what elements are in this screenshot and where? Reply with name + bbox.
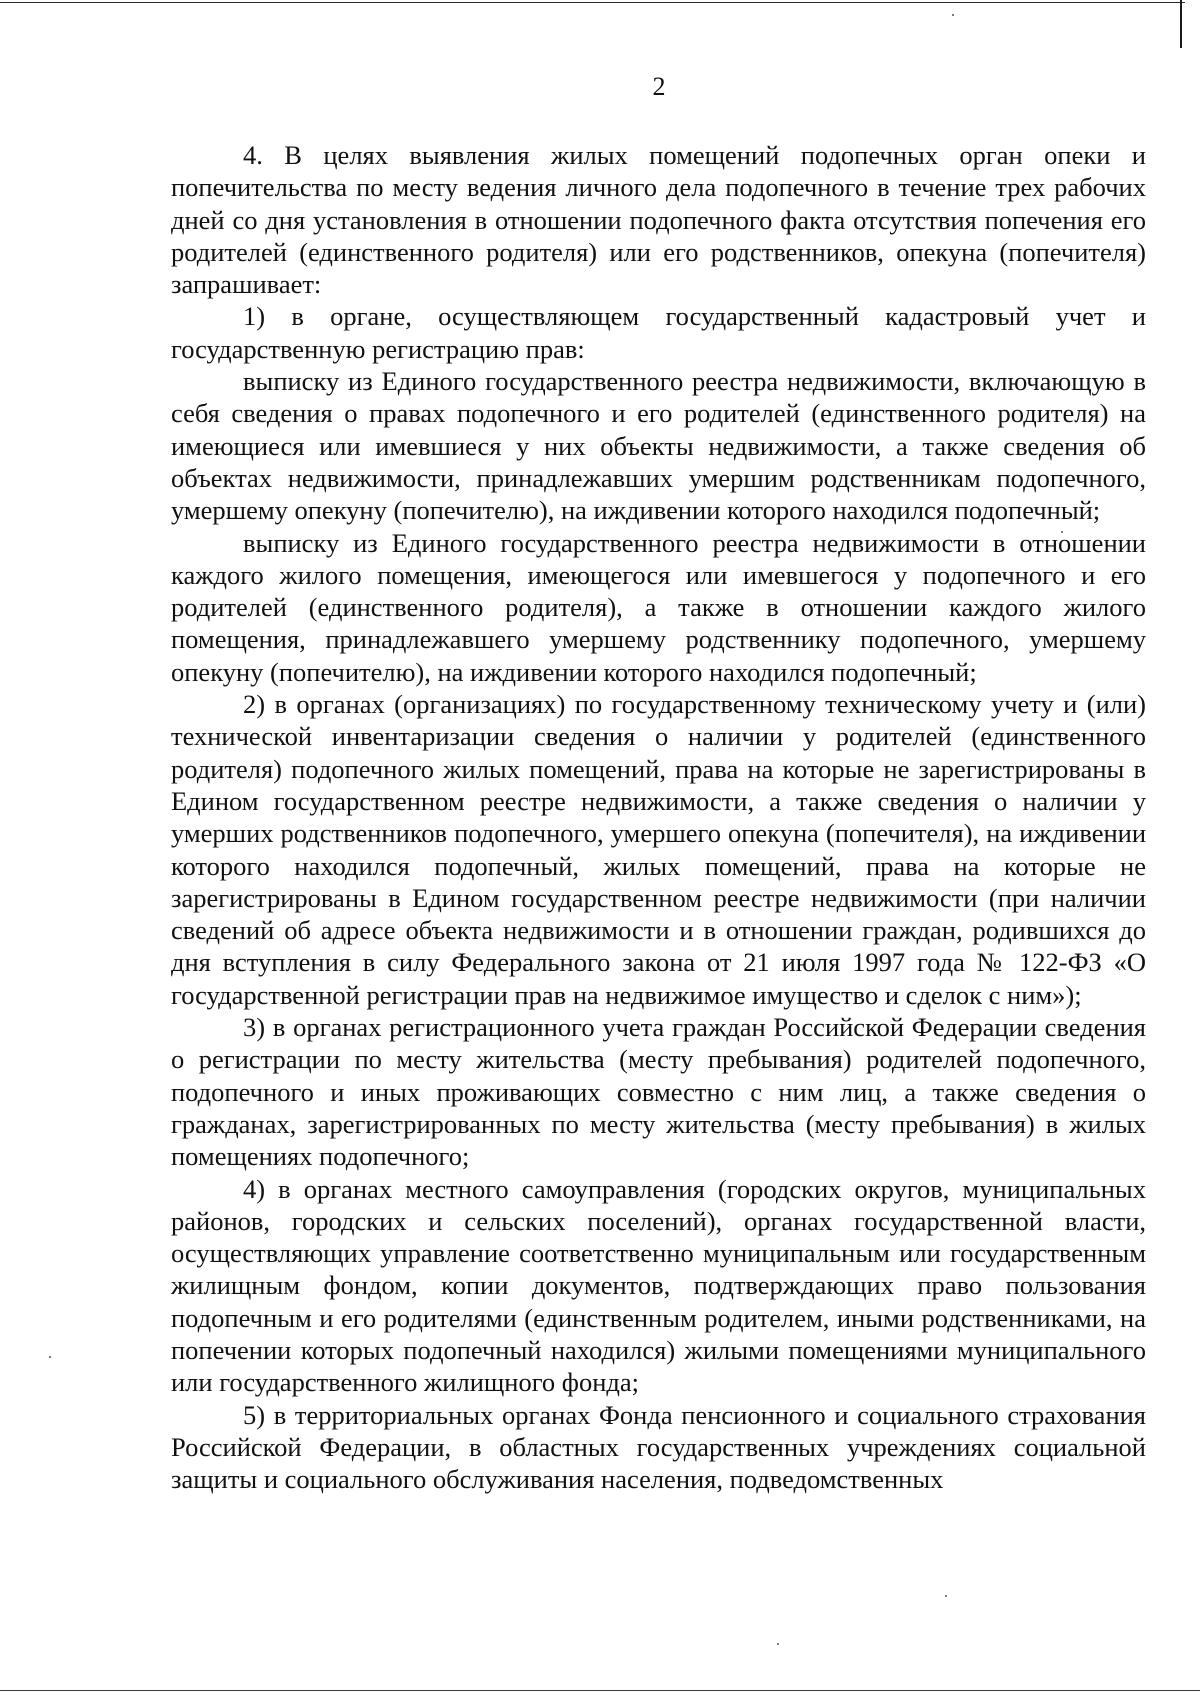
paragraph-subitem-2: 2) в органах (организациях) по государственному техническому учету и (или) технической инвентаризации сведения о наличии у родителей (единственного родителя) подопечного жилых помещений, права на которые не зарегистрированы в Едином государственном реестре недвижимости, а также сведения о наличии у умерших родственников подопечного, умершего опекуна (попечителя), на иждивении которого находился подопечный, жилых помещений, права на которые не зарегистрированы в Едином государственном реестре недвижимости (при наличии сведений об адресе объекта недвижимости и в отношении граждан, родившихся до дня вступления в силу Федерального закона от 21 июля 1997 года № 122-ФЗ «О государственной регистрации прав на недвижимое имущество и сделок с ним»);	[171, 689, 1146, 1010]
paragraph-subitem-3: 3) в органах регистрационного учета граждан Российской Федерации сведения о регистрации по месту жительства (месту пребывания) родителей подопечного, подопечного и иных проживающих совместно с ним лиц, а также сведения о гражданах, зарегистрированных по месту жительства (месту пребывания) в жилых помещениях подопечного;	[171, 1012, 1146, 1172]
document-body	[171, 139, 1146, 1495]
scan-edge-top	[0, 2, 1185, 3]
page-number: 2	[652, 72, 666, 101]
paragraph-subitem-1: 1) в органе, осуществляющем государственный кадастровый учет и государственную регистрацию прав:	[171, 301, 1146, 364]
scan-edge-bottom	[0, 1690, 1200, 1691]
scan-edge-right	[1180, 0, 1182, 48]
scan-speck	[945, 1595, 947, 1597]
scan-speck	[49, 1356, 51, 1358]
scan-speck	[777, 1643, 779, 1645]
paragraph-subitem-5: 5) в территориальных органах Фонда пенсионного и социального страхования Российской Федерации, в областных государственных учреждениях социальной защиты и социального обслуживания населения, подведомственных	[171, 1399, 1146, 1495]
paragraph-item-4: 4. В целях выявления жилых помещений подопечных орган опеки и попечительства по месту ведения личного дела подопечного в течение трех рабочих дней со дня установления в отношении подопечного факта отсутствия попечения его родителей (единственного родителя) или его родственников, опекуна (попечителя) запрашивает:	[171, 140, 1146, 300]
paragraph-subitem-4: 4) в органах местного самоуправления (городских округов, муниципальных районов, городских и сельских поселений), органах государственной власти, осуществляющих управление соответственно муниципальным или государственным жилищным фондом, копии документов, подтверждающих право пользования подопечным и его родителями (единственным родителем, иными родственниками, на попечении которых подопечный находился) жилыми помещениями муниципального или государственного жилищного фонда;	[171, 1173, 1146, 1398]
paragraph-extract-dwellings: выписку из Единого государственного реестра недвижимости в отношении каждого жилого помещения, имеющегося или имевшегося у подопечного и его родителей (единственного родителя), а также в отношении каждого жилого помещения, принадлежавшего умершему родственнику подопечного, умершему опекуну (попечителю), на иждивении которого находился подопечный;	[171, 527, 1146, 687]
scan-speck	[952, 14, 954, 16]
paragraph-extract-rights: выписку из Единого государственного реестра недвижимости, включающую в себя сведения о правах подопечного и его родителей (единственного родителя) на имеющиеся или имевшиеся у них объекты недвижимости, а также сведения об объектах недвижимости, принадлежавших умершим родственникам подопечного, умершему опекуну (попечителю), на иждивении которого находился подопечный;	[171, 366, 1146, 526]
